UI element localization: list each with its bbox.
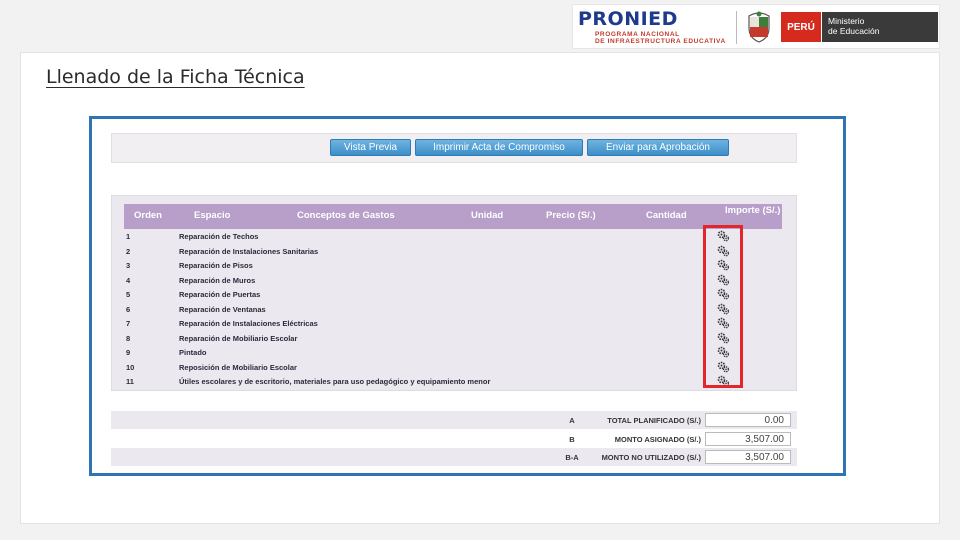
row-orden: 5 [126,290,131,299]
row-espacio: Reparación de Mobiliario Escolar [179,333,298,343]
row-espacio: Reparación de Ventanas [179,304,266,314]
total-label: MONTO NO UTILIZADO (S/.) [601,453,701,462]
total-row-b [111,430,797,448]
table-row [124,302,782,317]
row-espacio: Reparación de Puertas [179,290,261,299]
table-row [124,273,782,288]
coat-of-arms-icon [745,10,773,44]
total-row-a [111,411,797,429]
monto-no-utilizado-field[interactable]: 3,507.00 [705,450,791,464]
col-importe[interactable]: Importe (S/.) [725,205,781,216]
row-espacio: Reparación de Techos [179,232,259,241]
row-orden: 10 [126,362,135,372]
table-row [124,360,782,375]
total-label: MONTO ASIGNADO (S/.) [614,435,701,444]
pronied-subtitle-2: DE INFRAESTRUCTURA EDUCATIVA [595,38,726,45]
peru-badge: PERÚ [781,12,821,42]
imprimir-acta-button[interactable]: Imprimir Acta de Compromiso [415,139,583,156]
concepts-grid [111,195,797,391]
row-espacio: Reparación de Instalaciones Eléctricas [179,319,318,328]
row-espacio: Reposición de Mobiliario Escolar [179,362,297,372]
total-code: A [569,416,575,425]
col-precio[interactable]: Precio (S/.) [546,210,596,221]
row-orden: 7 [126,319,131,328]
col-orden[interactable]: Orden [134,210,162,221]
form-area [111,119,819,473]
total-row-ba [111,448,797,466]
row-orden: 2 [126,246,131,256]
row-orden: 11 [126,377,134,386]
table-row [124,316,782,331]
table-row [124,345,782,360]
pronied-subtitle-1: PROGRAMA NACIONAL [595,31,680,38]
page-title: Llenado de la Ficha Técnica [46,66,305,88]
table-row [124,229,782,244]
importe-highlight [703,225,743,388]
col-unidad[interactable]: Unidad [471,210,504,221]
row-espacio: Reparación de Muros [179,275,256,285]
ministry-line-2: de Educación [828,26,880,36]
col-conceptos[interactable]: Conceptos de Gastos [297,210,395,221]
row-orden: 3 [126,261,131,270]
row-orden: 1 [126,232,131,241]
row-orden: 8 [126,333,131,343]
total-code: B-A [565,453,579,462]
monto-asignado-field[interactable]: 3,507.00 [705,432,791,446]
grid-body [124,229,782,389]
row-espacio: Pintado [179,348,207,357]
logo-divider [736,11,737,44]
total-label: TOTAL PLANIFICADO (S/.) [607,416,701,425]
logo-strip [572,4,940,49]
table-row [124,244,782,259]
row-espacio: Reparación de Instalaciones Sanitarias [179,246,319,256]
toolbar [111,133,797,163]
pronied-logo: PRONIED [578,8,678,30]
total-planificado-field[interactable]: 0.00 [705,413,791,427]
total-code: B [569,435,575,444]
table-row [124,287,782,302]
table-row [124,331,782,346]
enviar-aprobacion-button[interactable]: Enviar para Aprobación [587,139,729,156]
row-orden: 9 [126,348,131,357]
row-espacio: Reparación de Pisos [179,261,253,270]
ministry-badge [822,12,938,42]
table-row [124,258,782,273]
row-espacio: Útiles escolares y de escritorio, materiales para uso pedagógico y equipamiento menor [179,377,491,386]
vista-previa-button[interactable]: Vista Previa [330,139,411,156]
row-orden: 6 [126,304,131,314]
totals-panel [111,411,797,467]
screenshot-frame [89,116,846,476]
row-orden: 4 [126,275,131,285]
ministry-line-1: Ministerio [828,16,865,26]
col-espacio[interactable]: Espacio [194,210,231,221]
table-row [124,374,782,389]
col-cantidad[interactable]: Cantidad [646,210,687,221]
grid-header [124,204,782,229]
